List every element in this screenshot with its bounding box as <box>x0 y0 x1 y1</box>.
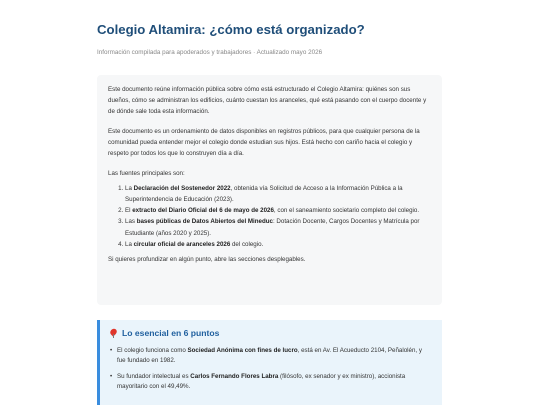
intro-box <box>97 75 442 305</box>
intro-outro: Si quieres profundizar en algún punto, abre las secciones desplegables. <box>108 256 306 264</box>
essentials-callout <box>97 320 442 405</box>
essentials-heading <box>109 328 432 338</box>
source-item: 2. El extracto del Diario Oficial del 6 de mayo de 2026, con el saneamiento societario completo del colegio. <box>125 205 432 216</box>
intro-paragraph-1: Este documento reúne información pública sobre cómo está estructurado el Colegio Altamira: quiénes son sus dueños, cómo se administran los edificios, cuánto cuestan los aranceles, qué está pasando con el cuerpo docente y de dónde sale toda esta información. <box>108 86 427 116</box>
sources-list <box>108 183 432 250</box>
essentials-item: • El colegio funciona como Sociedad Anónima con fines de lucro, está en Av. El Acueducto 2104, Peñalolén, y fue fundado en 1982. <box>109 346 432 367</box>
source-item: 4. La circular oficial de aranceles 2026 del colegio. <box>125 239 432 250</box>
essentials-title: Lo esencial en 6 puntos <box>122 328 220 338</box>
essentials-list <box>109 346 432 393</box>
intro-paragraph-2: Este documento es un ordenamiento de datos disponibles en registros públicos, para que cualquier persona de la comunidad pueda entender mejor el colegio donde estudian sus hijos. Está hecho con cariño hacia el colegio y respeto por todos los que lo construyen día a día. <box>108 127 420 158</box>
page-title: Colegio Altamira: ¿cómo está organizado? <box>97 22 365 37</box>
pushpin-icon <box>109 329 118 338</box>
sources-intro: Las fuentes principales son: <box>108 169 185 177</box>
page-subtitle: Información compilada para apoderados y trabajadores · Actualizado mayo 2026 <box>97 49 323 56</box>
essentials-item: • Su fundador intelectual es Carlos Fernando Flores Labra (filósofo, ex senador y ex ministro), accionista mayoritario con el 49,49%. <box>109 372 432 393</box>
source-item: 3. Las bases públicas de Datos Abiertos del Mineduc: Dotación Docente, Cargos Docentes y Matrícula por Estudiante (años 2020 y 2025). <box>125 216 432 238</box>
source-item: 1. La Declaración del Sostenedor 2022, obtenida vía Solicitud de Acceso a la Información Pública a la Superintendencia de Educación (2023). <box>125 183 432 205</box>
